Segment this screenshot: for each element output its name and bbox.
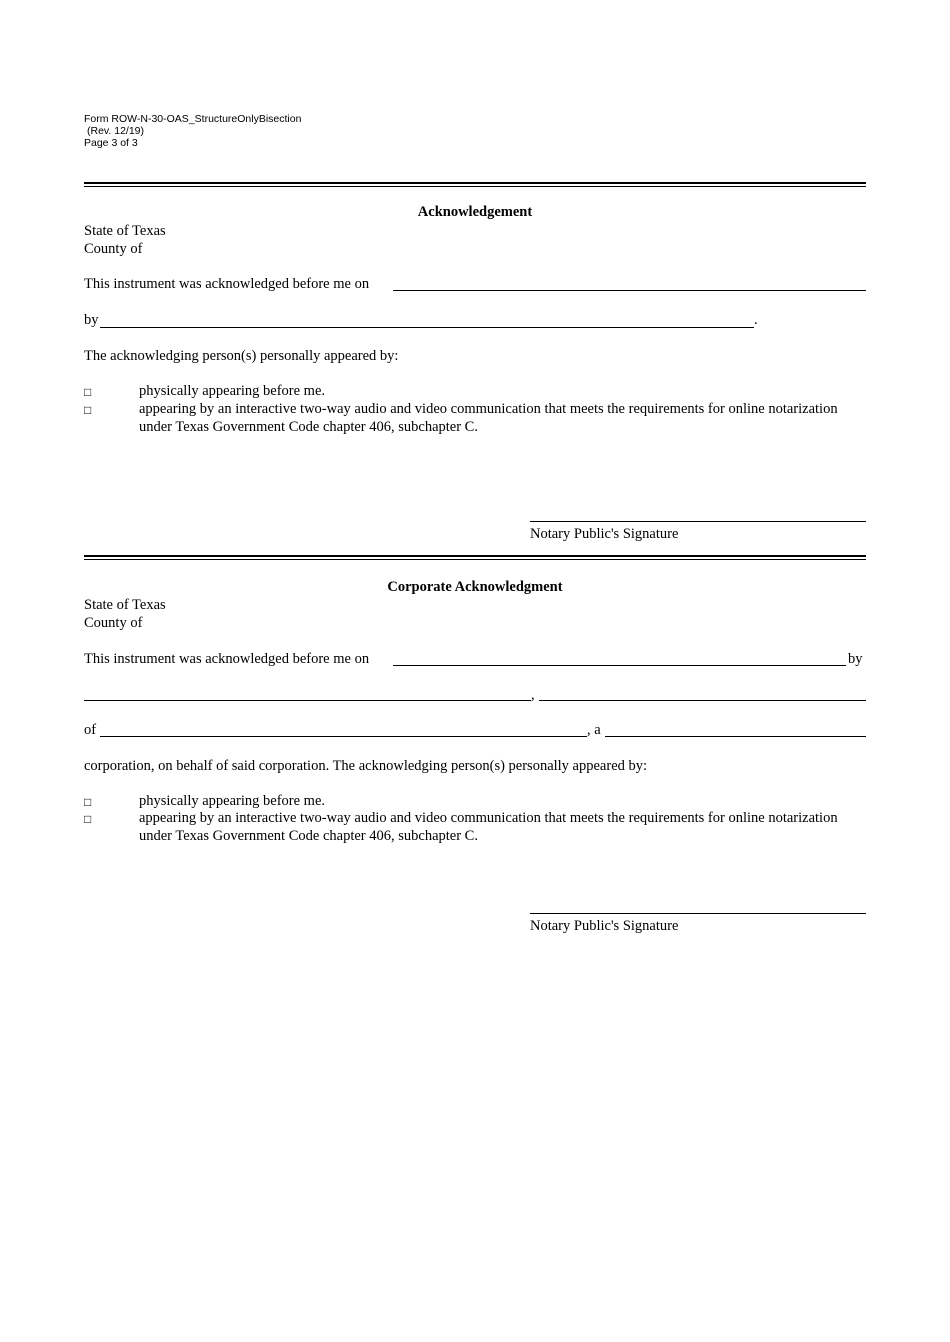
corp-checkbox-online[interactable]: □	[84, 812, 92, 826]
corp-instrument-text: This instrument was acknowledged before me on	[84, 651, 370, 667]
corp-title: Corporate Acknowledgment	[387, 579, 563, 595]
corp-checkbox-physical[interactable]: □	[84, 795, 92, 809]
corp-state: State of Texas	[84, 597, 166, 613]
ack-state: State of Texas	[84, 223, 166, 239]
corp-a-label: , a	[587, 722, 601, 738]
corp-option-physical: physically appearing before me.	[139, 793, 326, 809]
ack-date-field[interactable]	[393, 290, 866, 291]
ack-by-period: .	[754, 312, 758, 328]
ack-signature-line[interactable]	[530, 521, 866, 522]
ack-by-field[interactable]	[100, 327, 754, 328]
ack-title: Acknowledgement	[417, 204, 533, 220]
corp-option-online: appearing by an interactive two-way audio and video communication that meets the requirements for online notarization under Texas Government Code chapter 406, subchapter C.	[139, 810, 838, 844]
ack-county: County of	[84, 241, 143, 257]
corp-signature-line[interactable]	[530, 913, 866, 914]
form-revision: (Rev. 12/19)	[87, 125, 144, 137]
corp-type-field[interactable]	[605, 736, 866, 737]
ack-instrument-text: This instrument was acknowledged before me on	[84, 276, 370, 292]
form-id: Form ROW-N-30-OAS_StructureOnlyBisection	[84, 113, 302, 125]
ack-option-physical: physically appearing before me.	[139, 383, 326, 399]
ack-option-online: appearing by an interactive two-way audio and video communication that meets the requirements for online notarization under Texas Government Code chapter 406, subchapter C.	[139, 401, 838, 435]
corp-title-field[interactable]	[539, 700, 866, 701]
corp-comma: ,	[531, 687, 535, 703]
corp-date-field[interactable]	[393, 665, 846, 666]
corp-behalf-text: corporation, on behalf of said corporation. The acknowledging person(s) personally appeared by:	[84, 758, 648, 774]
ack-by-label: by	[84, 312, 99, 328]
corp-of-label: of	[84, 722, 97, 738]
page-number: Page 3 of 3	[84, 137, 138, 149]
section-divider	[84, 555, 866, 560]
corp-company-field[interactable]	[100, 736, 587, 737]
corp-by-label: by	[848, 651, 863, 667]
corp-signature-label: Notary Public's Signature	[530, 918, 679, 934]
ack-checkbox-physical[interactable]: □	[84, 385, 92, 399]
corp-county: County of	[84, 615, 143, 631]
ack-appeared-text: The acknowledging person(s) personally appeared by:	[84, 348, 399, 364]
ack-checkbox-online[interactable]: □	[84, 403, 92, 417]
corp-name-field[interactable]	[84, 700, 531, 701]
section-divider	[84, 182, 866, 187]
ack-signature-label: Notary Public's Signature	[530, 526, 679, 542]
